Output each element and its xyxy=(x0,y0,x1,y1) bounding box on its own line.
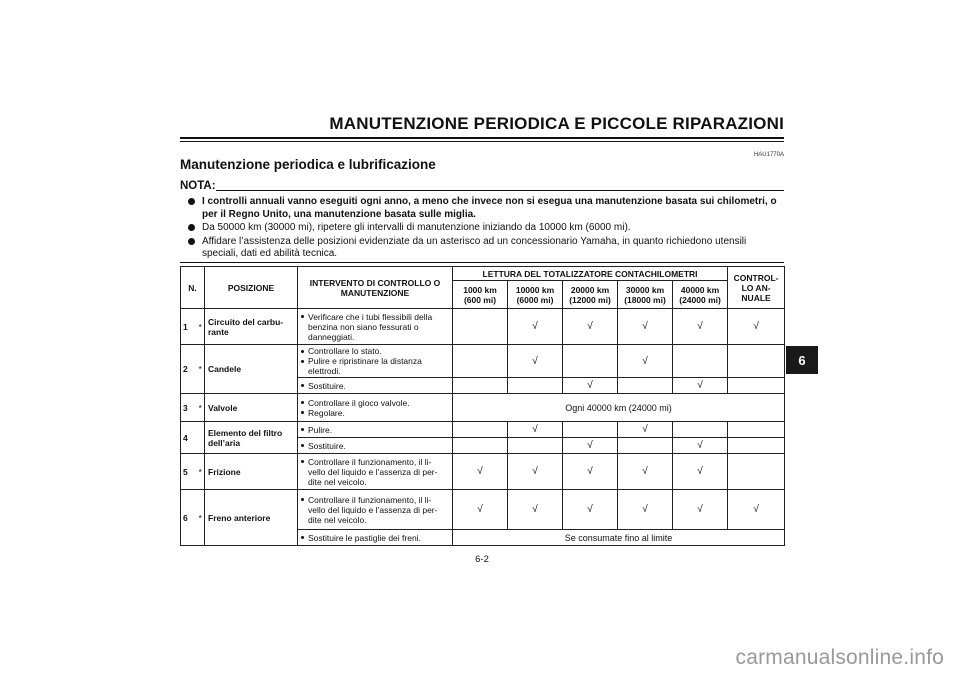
document-code: HAU1770A xyxy=(753,152,784,158)
action-text: Sostituire. xyxy=(301,441,449,451)
empty-cell xyxy=(508,378,563,394)
check-mark: √ xyxy=(618,454,673,490)
item-actions xyxy=(298,454,453,490)
item-actions xyxy=(298,438,453,454)
interval-note: Ogni 40000 km (24000 mi) xyxy=(453,394,785,422)
check-mark: √ xyxy=(508,490,563,530)
header-annual: CONTROL- LO AN- NUALE xyxy=(728,267,785,309)
note-item-text: Da 50000 km (30000 mi), ripetere gli intervalli di manutenzione iniziando da 10000 km (6000 mi). xyxy=(202,222,631,233)
empty-cell xyxy=(453,438,508,454)
check-mark: √ xyxy=(728,309,785,345)
header-odometer-group: LETTURA DEL TOTALIZZATORE CONTACHILOMETRI xyxy=(453,267,728,281)
empty-cell xyxy=(453,378,508,394)
action-text: Sostituire. xyxy=(301,381,449,391)
check-mark: √ xyxy=(563,490,618,530)
asterisk-marker: * xyxy=(196,454,205,490)
empty-cell xyxy=(673,422,728,438)
item-actions xyxy=(298,490,453,530)
item-position: Elemento del filtro dell’aria xyxy=(205,422,298,454)
note-item xyxy=(188,222,784,235)
check-mark: √ xyxy=(673,490,728,530)
action-text: Controllare il funzionamento, il li- vello del liquido e l’assenza di per- dite nel veicolo. xyxy=(301,495,449,525)
title-rule xyxy=(180,137,784,142)
page-title: MANUTENZIONE PERIODICA E PICCOLE RIPARAZIONI xyxy=(329,114,784,133)
note-item xyxy=(188,196,784,221)
empty-cell xyxy=(728,422,785,438)
empty-cell xyxy=(618,438,673,454)
item-number: 3 xyxy=(181,394,196,422)
header-odometer: 10000 km (6000 mi) xyxy=(508,281,563,309)
empty-cell xyxy=(728,438,785,454)
check-mark: √ xyxy=(673,378,728,394)
action-text: Pulire. xyxy=(301,425,449,435)
note-item-text: Affidare l’assistenza delle posizioni evidenziate da un asterisco ad un concessionario Yamaha, in quanto richiedono utensili speciali, dati ed abilità tecnica. xyxy=(202,235,747,259)
watermark: carmanualsonline.info xyxy=(735,646,944,669)
check-mark: √ xyxy=(453,454,508,490)
check-mark: √ xyxy=(618,422,673,438)
action-text: Regolare. xyxy=(301,408,449,418)
item-actions xyxy=(298,394,453,422)
check-mark: √ xyxy=(508,422,563,438)
check-mark: √ xyxy=(563,309,618,345)
chapter-tab[interactable]: 6 xyxy=(786,346,818,374)
check-mark: √ xyxy=(618,345,673,378)
item-position: Candele xyxy=(205,345,298,394)
check-mark: √ xyxy=(508,345,563,378)
item-position: Frizione xyxy=(205,454,298,490)
asterisk-marker: * xyxy=(196,345,205,394)
item-number: 5 xyxy=(181,454,196,490)
table-row xyxy=(181,454,785,490)
item-number: 4 xyxy=(181,422,196,454)
action-text: Verificare che i tubi flessibili della benzina non siano fessurati o danneggiati. xyxy=(301,312,449,342)
table-row xyxy=(181,345,785,378)
check-mark: √ xyxy=(563,454,618,490)
empty-cell xyxy=(728,454,785,490)
asterisk-marker: * xyxy=(196,394,205,422)
note-rule xyxy=(216,190,784,191)
maintenance-table xyxy=(180,266,785,546)
empty-cell xyxy=(673,345,728,378)
action-text: Pulire e ripristinare la distanza elettrodi. xyxy=(301,356,449,376)
note-item-text: I controlli annuali vanno eseguiti ogni anno, a meno che invece non si esegua una manutenzione basata sui chilometri, o per il Regno Unito, una manutenzione basata sulle miglia. xyxy=(202,196,777,220)
action-text: Controllare il gioco valvole. xyxy=(301,398,449,408)
empty-cell xyxy=(728,378,785,394)
note-item xyxy=(188,236,784,261)
note-list xyxy=(188,196,784,262)
action-text: Sostituire le pastiglie dei freni. xyxy=(301,533,449,543)
item-number: 6 xyxy=(181,490,196,546)
empty-cell xyxy=(728,345,785,378)
empty-cell xyxy=(453,345,508,378)
bullet-icon xyxy=(188,238,195,245)
asterisk-marker xyxy=(196,422,205,454)
check-mark: √ xyxy=(563,378,618,394)
check-mark: √ xyxy=(673,438,728,454)
header-odometer: 1000 km (600 mi) xyxy=(453,281,508,309)
item-actions xyxy=(298,345,453,378)
check-mark: √ xyxy=(728,490,785,530)
asterisk-marker: * xyxy=(196,309,205,345)
item-actions xyxy=(298,378,453,394)
empty-cell xyxy=(563,422,618,438)
empty-cell xyxy=(618,378,673,394)
bullet-icon xyxy=(188,198,195,205)
header-odometer: 40000 km (24000 mi) xyxy=(673,281,728,309)
notes-bottom-rule xyxy=(180,262,784,263)
item-position: Circuito del carbu- rante xyxy=(205,309,298,345)
empty-cell xyxy=(453,422,508,438)
empty-cell xyxy=(563,345,618,378)
check-mark: √ xyxy=(618,309,673,345)
check-mark: √ xyxy=(618,490,673,530)
check-mark: √ xyxy=(673,454,728,490)
bullet-icon xyxy=(188,224,195,231)
action-text: Controllare il funzionamento, il li- vello del liquido e l’assenza di per- dite nel veicolo. xyxy=(301,457,449,487)
check-mark: √ xyxy=(508,454,563,490)
check-mark: √ xyxy=(673,309,728,345)
item-position: Valvole xyxy=(205,394,298,422)
header-odometer: 30000 km (18000 mi) xyxy=(618,281,673,309)
empty-cell xyxy=(508,438,563,454)
maintenance-table-body xyxy=(181,309,785,546)
item-number: 1 xyxy=(181,309,196,345)
empty-cell xyxy=(453,309,508,345)
check-mark: √ xyxy=(453,490,508,530)
item-actions xyxy=(298,530,453,546)
section-heading: Manutenzione periodica e lubrificazione xyxy=(180,157,436,172)
check-mark: √ xyxy=(563,438,618,454)
interval-note: Se consumate fino al limite xyxy=(453,530,785,546)
table-row xyxy=(181,490,785,530)
item-actions xyxy=(298,309,453,345)
header-action: INTERVENTO DI CONTROLLO O MANUTENZIONE xyxy=(298,267,453,309)
item-position: Freno anteriore xyxy=(205,490,298,546)
page-number: 6-2 xyxy=(475,554,489,565)
header-position: POSIZIONE xyxy=(205,267,298,309)
table-row xyxy=(181,422,785,438)
item-actions xyxy=(298,422,453,438)
action-text: Controllare lo stato. xyxy=(301,346,449,356)
check-mark: √ xyxy=(508,309,563,345)
asterisk-marker: * xyxy=(196,490,205,546)
header-n: N. xyxy=(181,267,205,309)
item-number: 2 xyxy=(181,345,196,394)
header-odometer: 20000 km (12000 mi) xyxy=(563,281,618,309)
table-row xyxy=(181,309,785,345)
note-label: NOTA: xyxy=(180,180,216,192)
table-row xyxy=(181,394,785,422)
